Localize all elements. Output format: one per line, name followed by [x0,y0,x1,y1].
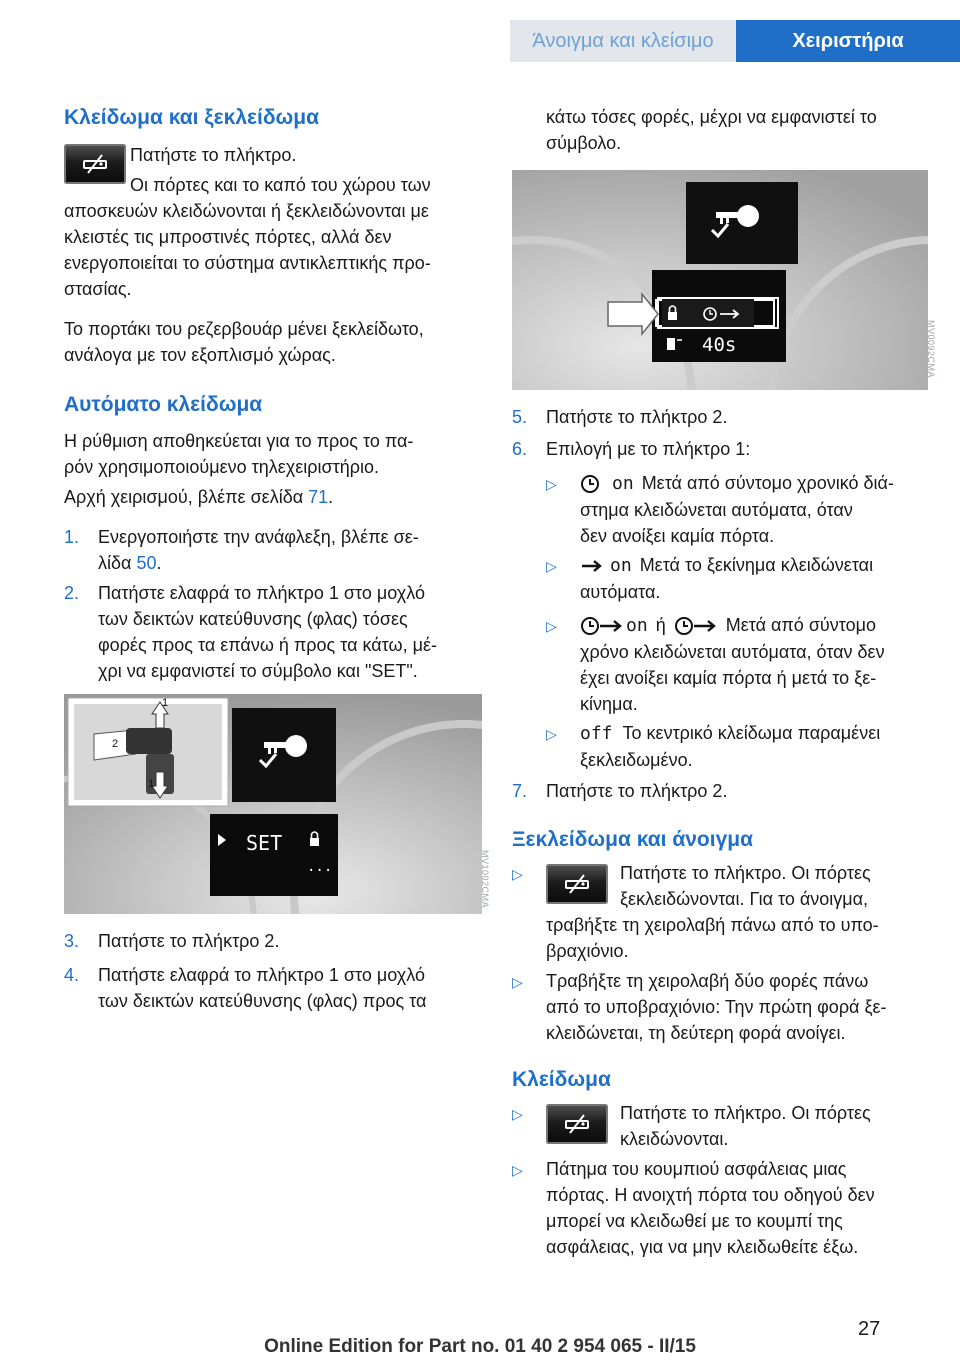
clock-arrow-icon [674,615,720,637]
lock-item-2: ▷ Πάτημα του κουμπιού ασφάλειας μιας πόρτας. Η ανοιχτή πόρτα του οδηγού δεν μπορεί να κλειδωθεί με το κουμπί της ασφάλειας, για να μην κλειδωθείτε έξω. [512,1159,875,1257]
press-button-text: Πατήστε το πλήκτρο. [130,145,297,165]
doors-text-line1: Οι πόρτες και το καπό του χώρου των [130,175,431,195]
triangle-right-icon: ▷ [546,618,557,634]
triangle-right-icon: ▷ [512,1106,523,1122]
step-number: 6. [512,439,528,459]
step-7: 7. Πατήστε το πλήκτρο 2. [512,778,932,804]
doors-text-line5: στασίας. [64,279,132,299]
page-number: 27 [858,1318,881,1340]
page-link-50[interactable]: 50 [136,553,157,573]
step-number: 2. [64,583,80,603]
image1-code: MV1002CMA [480,850,490,909]
step-number: 3. [64,931,80,951]
label-1-bottom: 1 [148,778,155,790]
heading-lock-unlock: Κλείδωμα και ξεκλείδωμα [64,106,320,129]
step-4: 4. Πατήστε ελαφρά το πλήκτρο 1 στο μοχλό των δεικτών κατεύθυνσης (φλας) προς τα [64,962,484,1014]
option-timed-or-drive-lock: ▷ on ή Μετά από σύντομο χρόνο κλειδώνεται αυτόματα, όταν δεν έχει ανοίξει καμία πόρτα ή μετά το ξε- κίνημα. [546,615,885,714]
doors-text-line4: ενεργοποιείται το σύστημα αντικλεπτικής προ- [64,253,431,273]
store-text-line2: ρόν χρησιμοποιούμενο τηλεχειριστήριο. [64,457,379,477]
label-2: 2 [112,738,119,750]
doors-text-line2: αποσκευών κλειδώνονται ή ξεκλειδώνονται με [64,201,429,221]
header-section-title: Άνοιγμα και κλείσιμο [510,20,736,62]
step-number: 1. [64,527,80,547]
page-link-71[interactable]: 71 [308,487,329,507]
principle-text: Αρχή χειρισμού, βλέπε σελίδα 71. [64,487,334,507]
unlock-open-item-2: ▷ Τραβήξτε τη χειρολαβή δύο φορές πάνω από το υποβραχιόνιο: Την πρώτη φορά ξε- κλειδώνεται, τη δεύτερη φορά ανοίγει. [512,971,887,1043]
cont-text-line1: κάτω τόσες φορές, μέχρι να εμφανιστεί το [546,107,877,127]
triangle-right-icon: ▷ [512,974,523,990]
option-off: ▷ off Το κεντρικό κλείδωμα παραμένει ξεκλειδωμένο. [546,723,881,770]
heading-unlock-open: Ξεκλείδωμα και άνοιγμα [512,828,754,851]
car-key-icon [546,1104,608,1144]
header-chapter-tab[interactable]: Χειριστήρια [736,20,960,62]
heading-auto-lock: Αυτόματο κλείδωμα [64,393,263,416]
fuel-text-line2: ανάλογα με τον εξοπλισμό χώρας. [64,345,336,365]
instrument-cluster-autolock-image [512,170,928,390]
mode-off-label: off [580,723,613,744]
step-5: 5. Πατήστε το πλήκτρο 2. [512,404,932,430]
label-1-top: 1 [162,697,169,709]
step-number: 7. [512,781,528,801]
option-timed-lock: ▷ on Μετά από σύντομο χρονικό διά- στημα κλειδώνεται αυτόματα, όταν δεν ανοίξει καμία πόρτα. [546,473,894,546]
step-number: 5. [512,407,528,427]
menu-dots: ... [307,859,333,875]
image2-code: MV0092CMA [926,320,936,379]
store-text-line1: Η ρύθμιση αποθηκεύεται για το προς το πα- [64,431,414,451]
heading-lock: Κλείδωμα [512,1068,611,1091]
clock-arrow-icon [580,615,626,637]
fuel-text-line1: Το πορτάκι του ρεζερβουάρ μένει ξεκλείδωτο, [64,319,424,339]
step-6: 6. Επιλογή με το πλήκτρο 1: [512,436,932,462]
step-number: 4. [64,965,80,985]
car-key-icon [546,864,608,904]
mode-on-label: on [610,555,632,576]
triangle-right-icon: ▷ [512,866,523,882]
page-header [0,20,960,62]
option-drive-lock: ▷ on Μετά το ξεκίνημα κλειδώνεται αυτόματα. [546,555,874,602]
step-2: 2. Πατήστε ελαφρά το πλήκτρο 1 στο μοχλό των δεικτών κατεύθυνσης (φλας) τόσες φορές προς τα επάνω ή προς τα κάτω, μέ- χρι να εμφανιστεί το σύμβολο και "SET". [64,580,484,684]
lock-item-1: ▷ Πατήστε το πλήκτρο. Οι πόρτες κλειδώνονται. [512,1103,871,1149]
step-3: 3. Πατήστε το πλήκτρο 2. [64,928,484,954]
doors-text-line3: κλειστές τις μπροστινές πόρτες, αλλά δεν [64,227,392,247]
triangle-right-icon: ▷ [546,726,557,742]
cont-text-line2: σύμβολο. [546,133,622,153]
triangle-right-icon: ▷ [512,1162,523,1178]
mode-on-label: on [626,615,648,636]
arrow-right-icon [580,555,608,577]
step-1: 1. Ενεργοποιήστε την ανάφλεξη, βλέπε σε- λίδα 50. [64,524,484,576]
time-readout: 40s [702,334,737,356]
triangle-right-icon: ▷ [546,476,557,492]
footer-edition: Online Edition for Part no. 01 40 2 954 065 - II/15 [264,1336,696,1357]
set-label: SET [246,831,283,855]
triangle-right-icon: ▷ [546,558,557,574]
mode-on-label: on [612,473,634,494]
lock-icon [64,694,482,914]
unlock-open-item-1: ▷ Πατήστε το πλήκτρο. Οι πόρτες ξεκλειδώνονται. Για το άνοιγμα, τραβήξτε τη χειρολαβή πάνω από το υπο- βραχιόνιο. [512,863,879,961]
car-key-icon [64,144,126,184]
instrument-cluster-set-image [64,694,482,914]
